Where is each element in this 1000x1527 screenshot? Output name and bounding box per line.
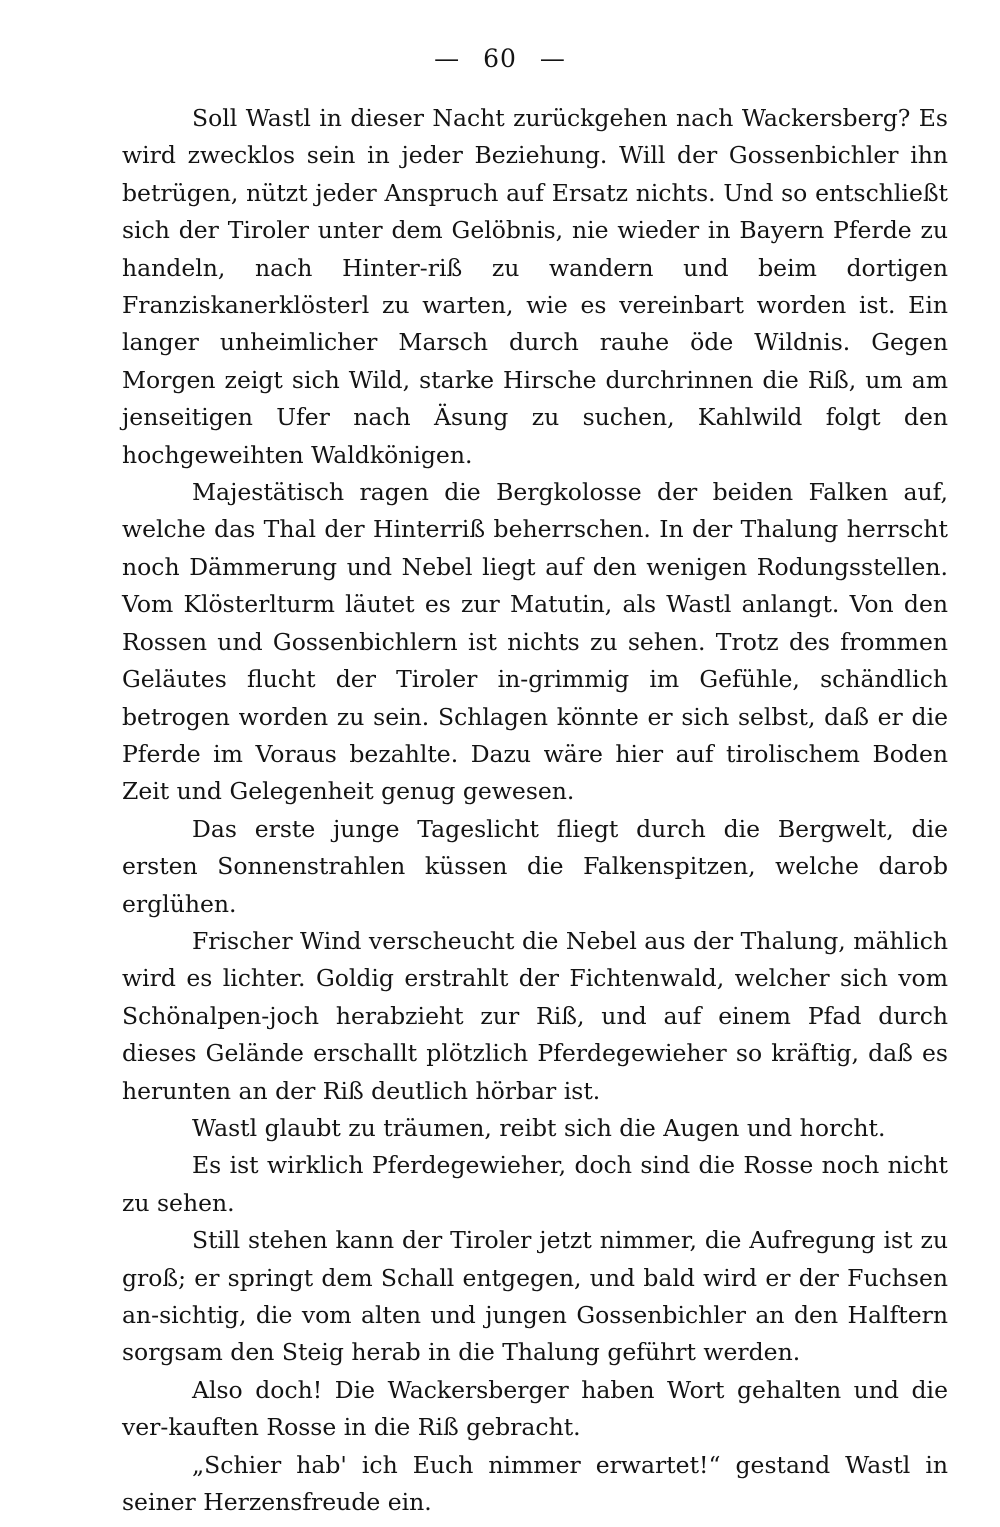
page-number: — 60 — <box>434 44 566 73</box>
paragraph-3: Das erste junge Tageslicht fliegt durch die Bergwelt, die ersten Sonnenstrahlen küssen die Falkenspitzen, welche darob erglühen. <box>122 814 948 918</box>
paragraph-9: „Schier hab' ich Euch nimmer erwartet!“ gestand Wastl in seiner Herzensfreude ein. <box>122 1450 948 1517</box>
paragraph-4: Frischer Wind verscheucht die Nebel aus der Thalung, mählich wird es lichter. Goldig erstrahlt der Fichtenwald, welcher sich vom Schönalpen-joch herabzieht zur Riß, und auf einem Pfad durch dieses Gelände erschallt plötzlich Pferdegewieher so kräftig, daß es herunten an der Riß deutlich hörbar ist. <box>122 926 948 1105</box>
paragraph-1: Soll Wastl in dieser Nacht zurückgehen nach Wackersberg? Es wird zwecklos sein in jeder Beziehung. Will der Gossenbichler ihn betrügen, nützt jeder Anspruch auf Ersatz nichts. Und so entschließt sich der Tiroler unter dem Gelöbnis, nie wieder in Bayern Pferde zu handeln, nach Hinter-riß zu wandern und beim dortigen Franziskanerklösterl zu warten, wie es vereinbart worden ist. Ein langer unheimlicher Marsch durch rauhe öde Wildnis. Gegen Morgen zeigt sich Wild, starke Hirsche durchrinnen die Riß, um am jenseitigen Ufer nach Äsung zu suchen, Kahlwild folgt den hochgeweihten Waldkönigen. <box>122 104 948 469</box>
paragraph-2: Majestätisch ragen die Bergkolosse der beiden Falken auf, welche das Thal der Hinterriß beherrschen. In der Thalung herrscht noch Dämmerung und Nebel liegt auf den wenigen Rodungsstellen. Vom Klösterlturm läutet es zur Matutin, als Wastl anlangt. Von den Rossen und Gossenbichlern ist nichts zu sehen. Trotz des frommen Geläutes flucht der Tiroler in-grimmig im Gefühle, schändlich betrogen worden zu sein. Schlagen könnte er sich selbst, daß er die Pferde im Voraus bezahlte. Dazu wäre hier auf tirolischem Boden Zeit und Gelegenheit genug gewesen. <box>122 478 948 806</box>
text-body <box>122 100 948 1521</box>
paragraph-8: Also doch! Die Wackersberger haben Wort gehalten und die ver-kauften Rosse in die Riß gebracht. <box>122 1375 948 1442</box>
paragraph-5: Wastl glaubt zu träumen, reibt sich die Augen und horcht. <box>192 1113 886 1142</box>
paragraph-7: Still stehen kann der Tiroler jetzt nimmer, die Aufregung ist zu groß; er springt dem Schall entgegen, und bald wird er der Fuchsen an-sichtig, die vom alten und jungen Gossenbichler an den Halftern sorgsam den Steig herab in die Thalung geführt werden. <box>122 1226 948 1367</box>
paragraph-6: Es ist wirklich Pferdegewieher, doch sind die Rosse noch nicht zu sehen. <box>122 1151 948 1217</box>
